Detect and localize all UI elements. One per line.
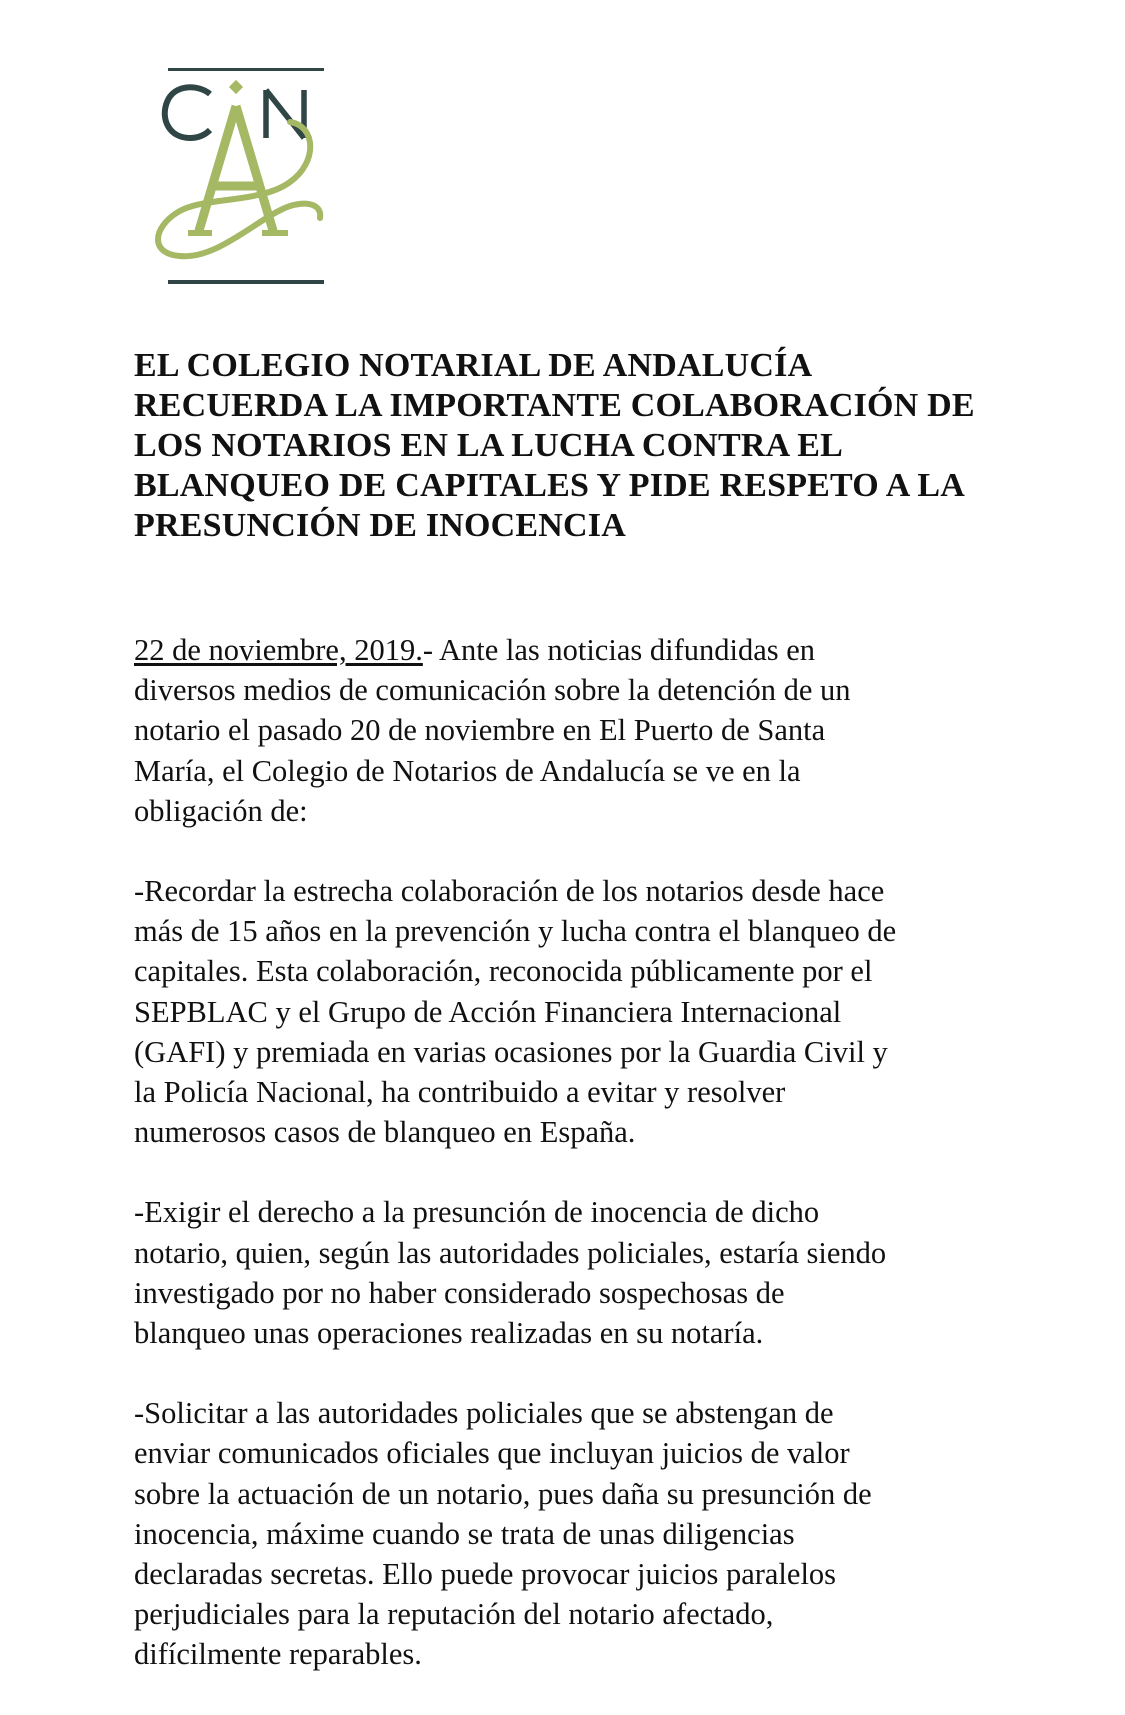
paragraph-line: blanqueo unas operaciones realizadas en su notaría. — [134, 1316, 764, 1351]
paragraph-line: -Exigir el derecho a la presunción de inocencia de dicho — [134, 1195, 820, 1230]
paragraph-line: María, el Colegio de Notarios de Andalucía se ve en la — [134, 753, 801, 788]
logo-letter-n — [266, 90, 304, 138]
paragraph-line: (GAFI) y premiada en varias ocasiones por la Guardia Civil y — [134, 1034, 888, 1069]
intro-first-line-text: - Ante las noticias difundidas en — [422, 633, 816, 667]
title-line: PRESUNCIÓN DE INOCENCIA — [134, 507, 626, 544]
paragraph-line: inocencia, máxime cuando se trata de unas diligencias — [134, 1516, 795, 1551]
intro-paragraph — [134, 630, 1034, 831]
paragraph-line: diversos medios de comunicación sobre la detención de un — [134, 673, 851, 708]
intro-first-line — [134, 630, 1034, 670]
paragraph-line: -Recordar la estrecha colaboración de los notarios desde hace — [134, 874, 885, 909]
logo-letter-c — [165, 87, 210, 138]
paragraph-line: numerosos casos de blanqueo en España. — [134, 1115, 636, 1150]
paragraph-line: declaradas secretas. Ello puede provocar juicios paralelos — [134, 1557, 837, 1592]
paragraph-line: enviar comunicados oficiales que incluyan juicios de valor — [134, 1436, 850, 1471]
paragraph-line: sobre la actuación de un notario, pues daña su presunción de — [134, 1476, 872, 1511]
title-line: RECUERDA LA IMPORTANTE COLABORACIÓN DE — [134, 387, 975, 424]
colegio-notarial-logo — [140, 66, 350, 288]
logo-letter-a — [198, 106, 274, 234]
release-date: 22 de noviembre, 2019. — [134, 633, 423, 667]
paragraph-line: difícilmente reparables. — [134, 1637, 422, 1672]
point-recordar — [134, 871, 1034, 1152]
point-exigir — [134, 1192, 1034, 1353]
title-line: EL COLEGIO NOTARIAL DE ANDALUCÍA — [134, 347, 813, 384]
paragraph-line: la Policía Nacional, ha contribuido a evitar y resolver — [134, 1075, 786, 1110]
press-release-body — [134, 630, 1034, 1715]
paragraph-line: notario el pasado 20 de noviembre en El Puerto de Santa — [134, 713, 826, 748]
paragraph-line: SEPBLAC y el Grupo de Acción Financiera Internacional — [134, 994, 842, 1029]
paragraph-line: obligación de: — [134, 793, 308, 828]
title-line: LOS NOTARIOS EN LA LUCHA CONTRA EL — [134, 427, 843, 464]
logo-diamond — [229, 80, 243, 94]
logo-bottom-rule — [168, 280, 324, 284]
paragraph-line: más de 15 años en la prevención y lucha contra el blanqueo de — [134, 914, 897, 949]
paragraph-line: notario, quien, según las autoridades policiales, estaría siendo — [134, 1235, 887, 1270]
paragraph-line: investigado por no haber considerado sospechosas de — [134, 1275, 785, 1310]
title-line: BLANQUEO DE CAPITALES Y PIDE RESPETO A LA — [134, 467, 965, 504]
press-release-title — [134, 346, 1034, 546]
paragraph-line: perjudiciales para la reputación del notario afectado, — [134, 1597, 774, 1632]
logo-top-rule — [168, 68, 324, 71]
paragraph-line: capitales. Esta colaboración, reconocida públicamente por el — [134, 954, 873, 989]
point-solicitar — [134, 1393, 1034, 1674]
paragraph-line: -Solicitar a las autoridades policiales que se abstengan de — [134, 1396, 834, 1431]
